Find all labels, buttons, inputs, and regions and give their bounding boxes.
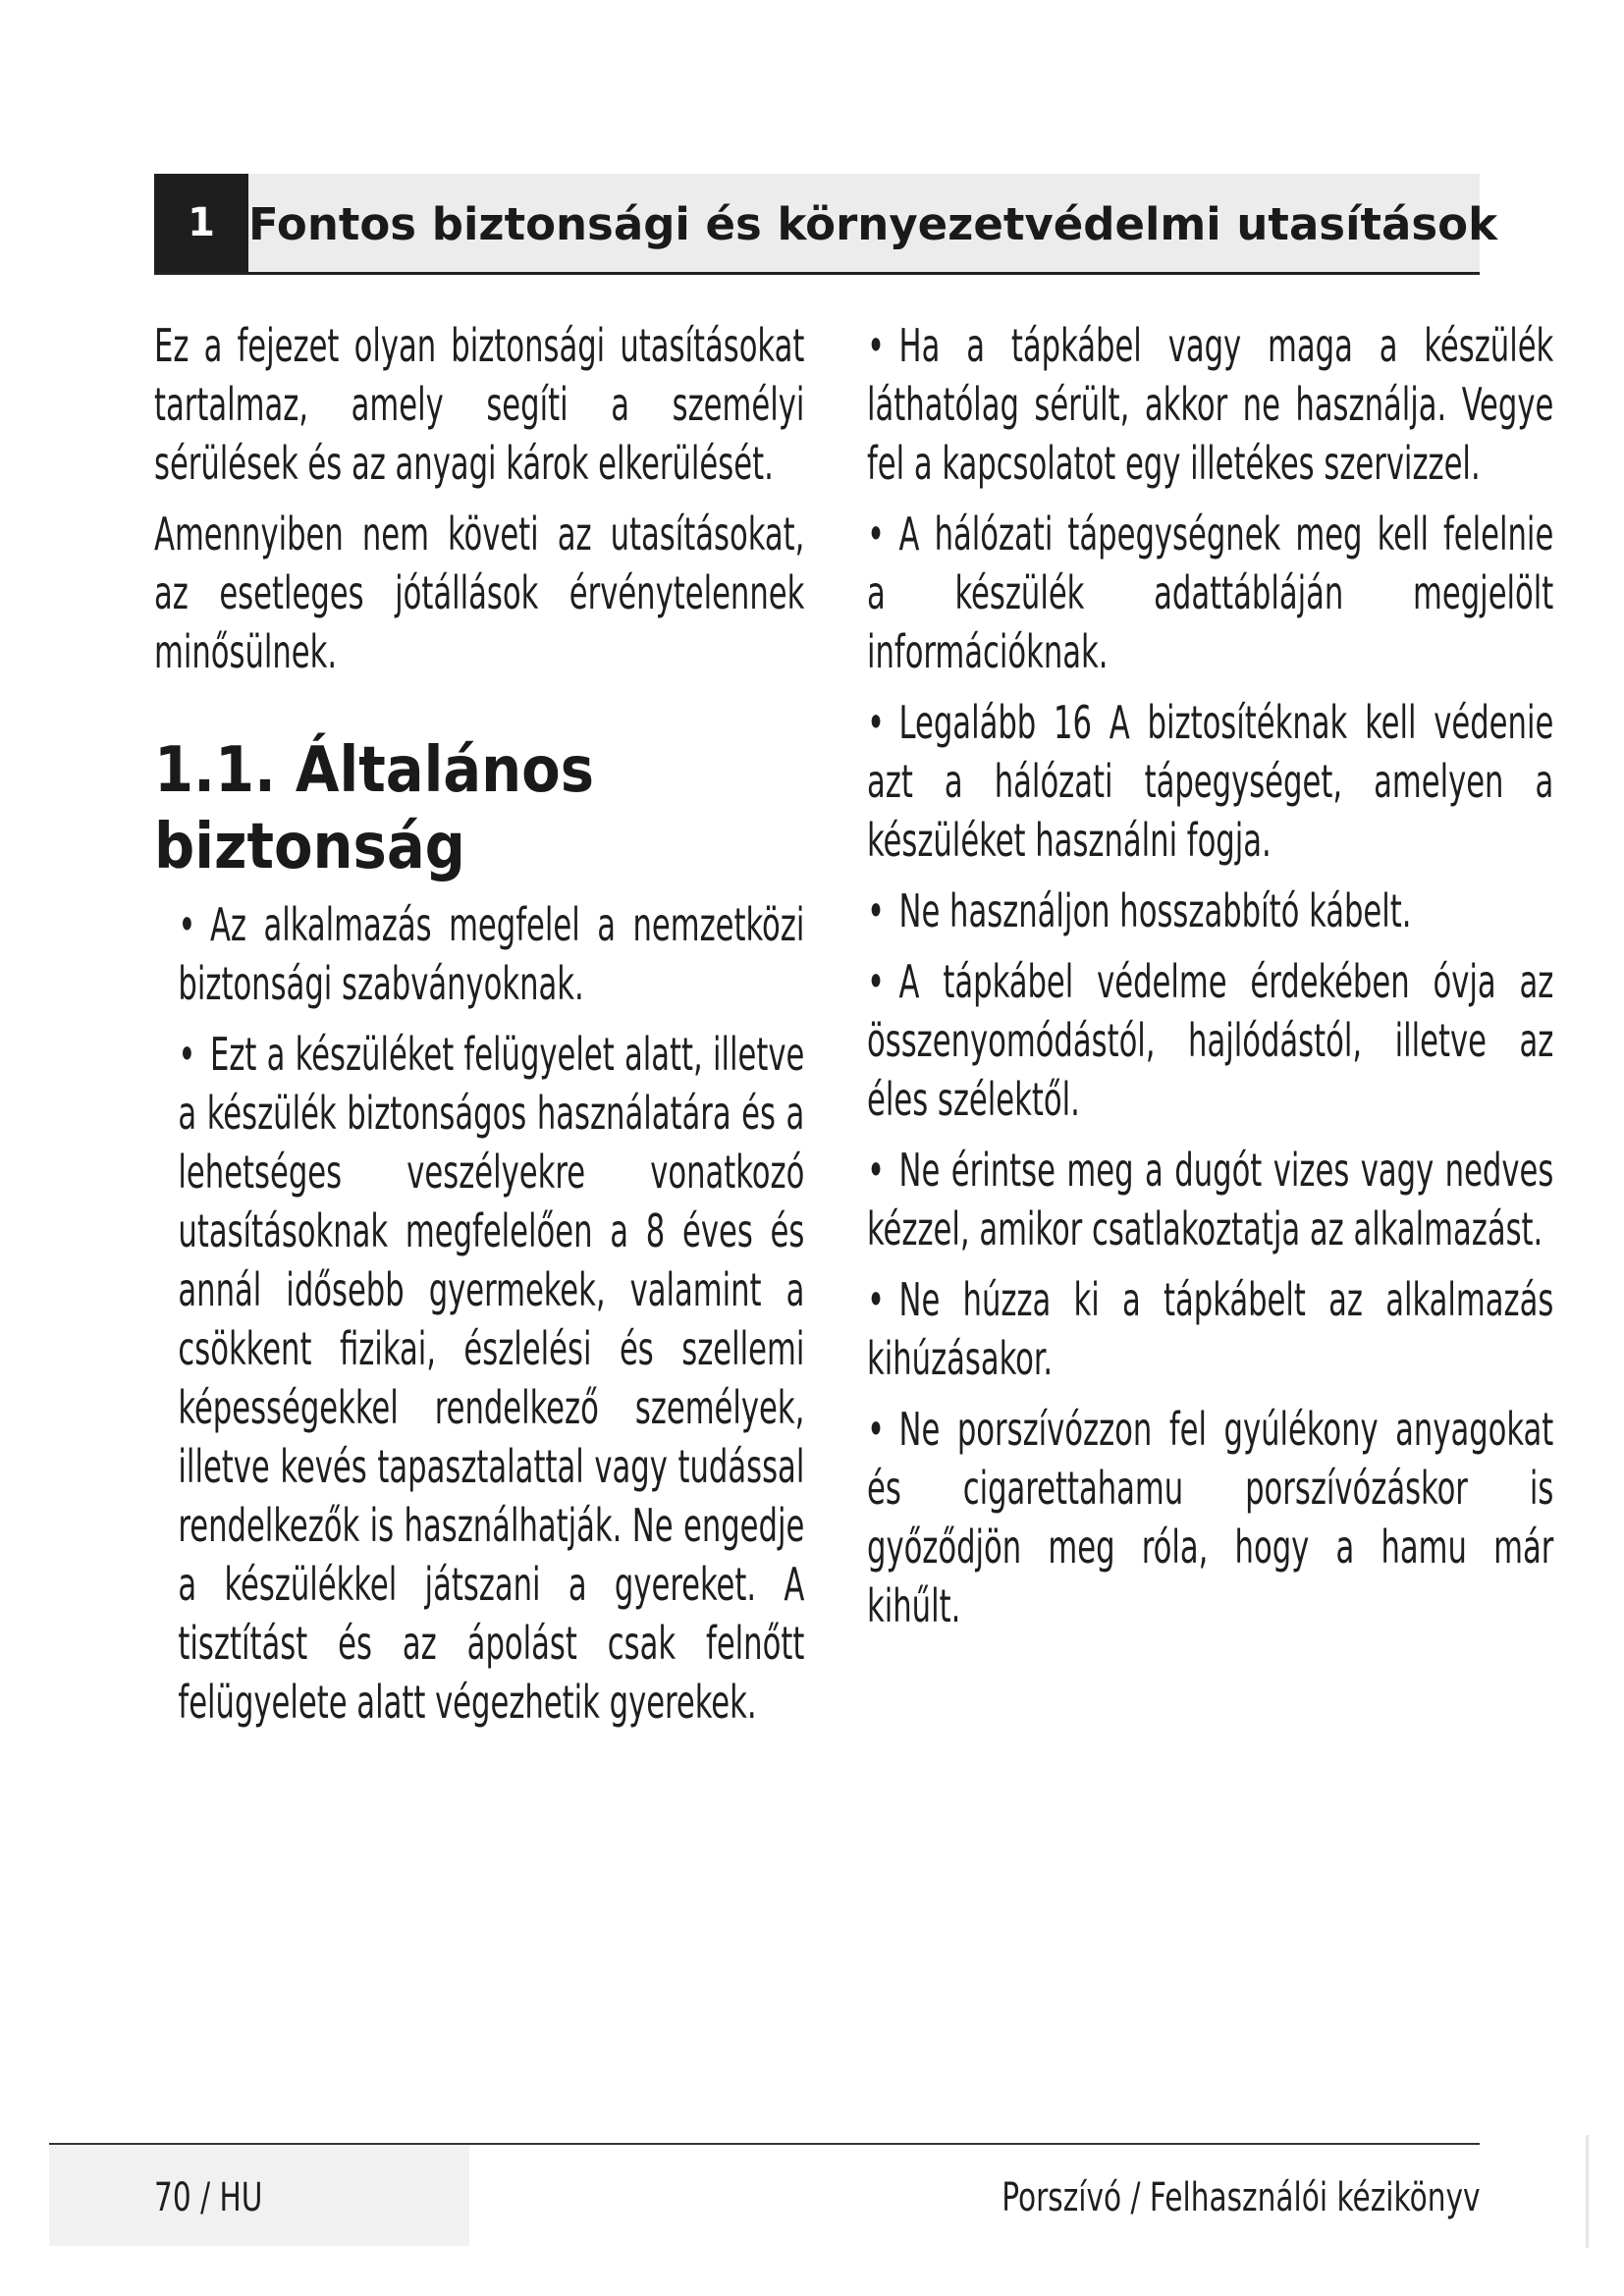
- page-edge-mark: [1586, 2135, 1589, 2248]
- page-number: 70 / HU: [154, 2175, 263, 2220]
- list-item: [867, 1141, 1553, 1258]
- list-item: [867, 952, 1553, 1129]
- list-item-text: Ne érintse meg a dugót vizes vagy nedves kézzel, amikor csatlakoztatja az alkalmazást.: [867, 1144, 1554, 1255]
- list-item: [867, 1400, 1553, 1635]
- bullet-icon: •: [867, 884, 886, 937]
- bullet-icon: •: [867, 1273, 886, 1326]
- list-item: [867, 881, 1553, 940]
- list-item: [867, 316, 1553, 493]
- chapter-header: [154, 174, 1498, 275]
- intro-paragraph-1: Ez a fejezet olyan biztonsági utasításokat tartalmaz, amely segíti a személyi sérülések és az anyagi károk elkerülését.: [154, 319, 805, 490]
- bullet-icon: •: [867, 507, 886, 561]
- right-column-content: [867, 316, 1553, 1647]
- bullet-icon: •: [867, 955, 886, 1008]
- list-item-text: A tápkábel védelme érdekében óvja az összenyomódástól, hajlódástól, illetve az éles szélektől.: [867, 955, 1554, 1126]
- list-item: [178, 895, 804, 1013]
- bullet-icon: •: [867, 1403, 886, 1456]
- right-column: [867, 316, 1554, 1647]
- list-item-text: Legalább 16 A biztosítéknak kell védenie azt a hálózati tápegységet, amelyen a készüléket használni fogja.: [867, 696, 1554, 867]
- list-item: [178, 1025, 804, 1732]
- list-item-text: Ezt a készüléket felügyelet alatt, illetve a készülék biztonságos használatára és a lehetséges veszélyekre vonatkozó utasításoknak megfelelően a 8 éves és annál idősebb gyermekek, valamint a csökkent fizikai, észlelési és szellemi képességekkel rendelkező személyek, illetve kevés tapasztalattal vagy tudással rendelkezők is használhatják. Ne engedje a készülékkel játszani a gyereket. A tisztítást és az ápolást csak felnőtt felügyelete alatt végezhetik gyerekek.: [178, 1028, 805, 1729]
- list-item-text: Ne húzza ki a tápkábelt az alkalmazás kihúzásakor.: [867, 1273, 1554, 1385]
- section-heading: 1.1. Általános biztonság: [154, 734, 594, 883]
- list-item: [867, 693, 1553, 870]
- bullet-icon: •: [178, 1028, 196, 1081]
- list-item-text: Ne porszívózzon fel gyúlékony anyagokat és cigarettahamu porszívózáskor is győződjön meg róla, hogy a hamu már kihűlt.: [867, 1403, 1554, 1632]
- list-item: [867, 1270, 1553, 1388]
- chapter-title: Fontos biztonsági és környezetvédelmi utasítások: [248, 198, 1498, 250]
- list-item-text: Ne használjon hosszabbító kábelt.: [898, 884, 1412, 937]
- left-bullet-list: [154, 895, 804, 1732]
- list-item-text: Ha a tápkábel vagy maga a készülék láthatólag sérült, akkor ne használja. Vegye fel a kapcsolatot egy illetékes szervizzel.: [867, 319, 1554, 490]
- list-item-text: Az alkalmazás megfelel a nemzetközi biztonsági szabványoknak.: [178, 898, 805, 1010]
- left-column: [154, 316, 805, 1743]
- list-item-text: A hálózati tápegységnek meg kell felelnie a készülék adattábláján megjelölt információknak.: [867, 507, 1554, 678]
- bullet-icon: •: [178, 898, 196, 951]
- left-bullets-wrapper: [154, 895, 804, 1743]
- right-bullet-list: [867, 316, 1553, 1635]
- intro-paragraph-2: Amennyiben nem követi az utasításokat, az esetleges jótállások érvénytelennek minősülnek.: [154, 507, 805, 678]
- document-title: Porszívó / Felhasználói kézikönyv: [1001, 2175, 1480, 2220]
- bullet-icon: •: [867, 1144, 886, 1197]
- chapter-number: 1: [154, 174, 248, 272]
- bullet-icon: •: [867, 319, 886, 372]
- list-item: [867, 505, 1553, 681]
- bullet-icon: •: [867, 696, 886, 749]
- left-column-content: [154, 316, 804, 693]
